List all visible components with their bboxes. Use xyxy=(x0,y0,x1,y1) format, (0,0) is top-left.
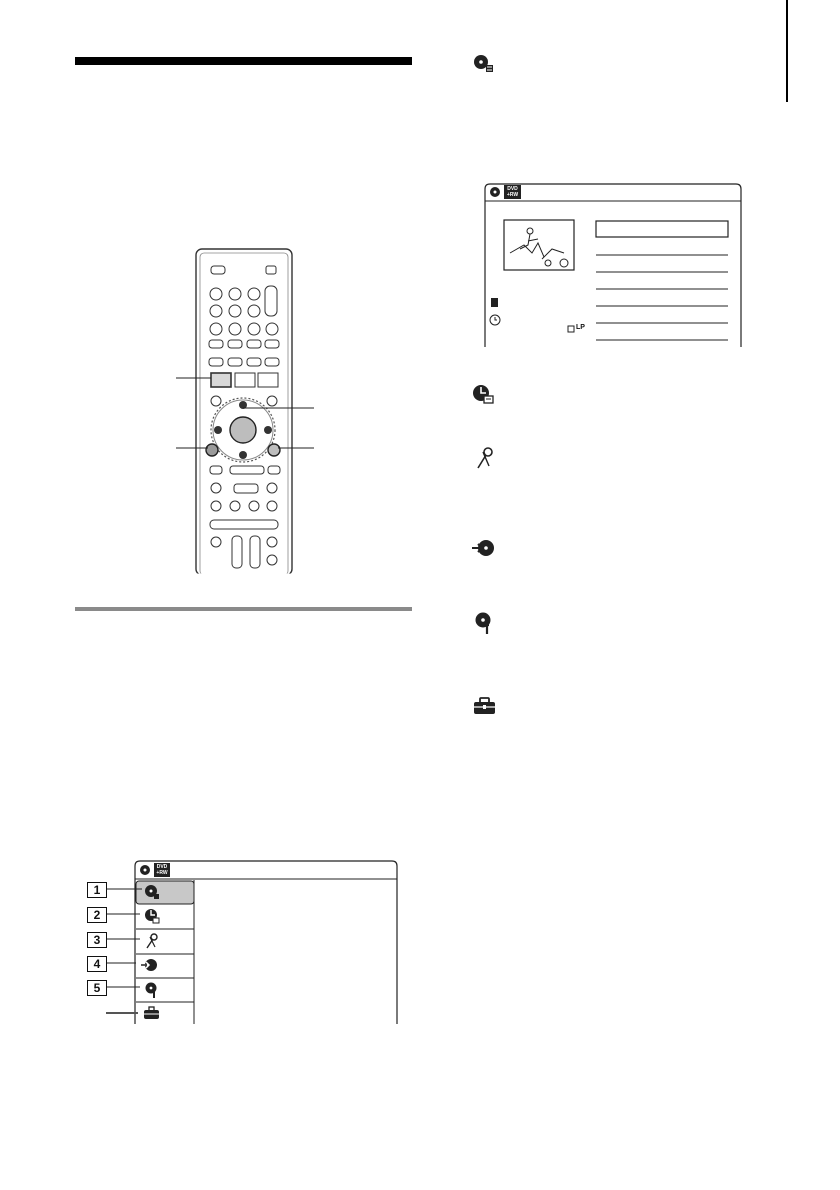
menu-number-4: 4 xyxy=(87,956,107,972)
remote-callout-lines xyxy=(176,372,320,456)
title-screen-badge-line1: DVD xyxy=(507,186,518,192)
menu-number-2: 2 xyxy=(87,907,107,923)
picture-quality-label: LP xyxy=(576,324,585,331)
disc-list-icon xyxy=(144,884,160,900)
title-list-screen xyxy=(484,183,742,347)
timer-icon xyxy=(472,384,496,406)
title-screen-badge-line2: +RW xyxy=(506,192,519,198)
system-menu-frame xyxy=(134,860,398,1024)
disc-badge-line1: DVD xyxy=(156,864,168,870)
disc-wrench-icon xyxy=(144,982,160,998)
page-edge-rule xyxy=(786,0,788,102)
edit-scissors-icon xyxy=(474,446,496,470)
disc-badge xyxy=(154,864,170,876)
system-menu-panel xyxy=(134,860,398,1024)
subsection-title-bar xyxy=(75,607,412,611)
setup-toolbox-icon xyxy=(472,696,498,716)
title-list-icon xyxy=(472,54,496,74)
menu-number-1: 1 xyxy=(87,882,107,898)
section-title-bar xyxy=(75,57,412,65)
menu-number-3: 3 xyxy=(87,932,107,948)
disc-badge-line2: +RW xyxy=(156,870,168,876)
timer-clock-icon xyxy=(144,908,160,924)
disc-setting-icon xyxy=(474,612,496,636)
dubbing-icon xyxy=(470,538,496,558)
menu-number-leaders xyxy=(106,882,146,1018)
title-screen-disc-badge xyxy=(504,186,521,198)
scissors-icon xyxy=(144,933,160,949)
menu-number-5: 5 xyxy=(87,980,107,996)
